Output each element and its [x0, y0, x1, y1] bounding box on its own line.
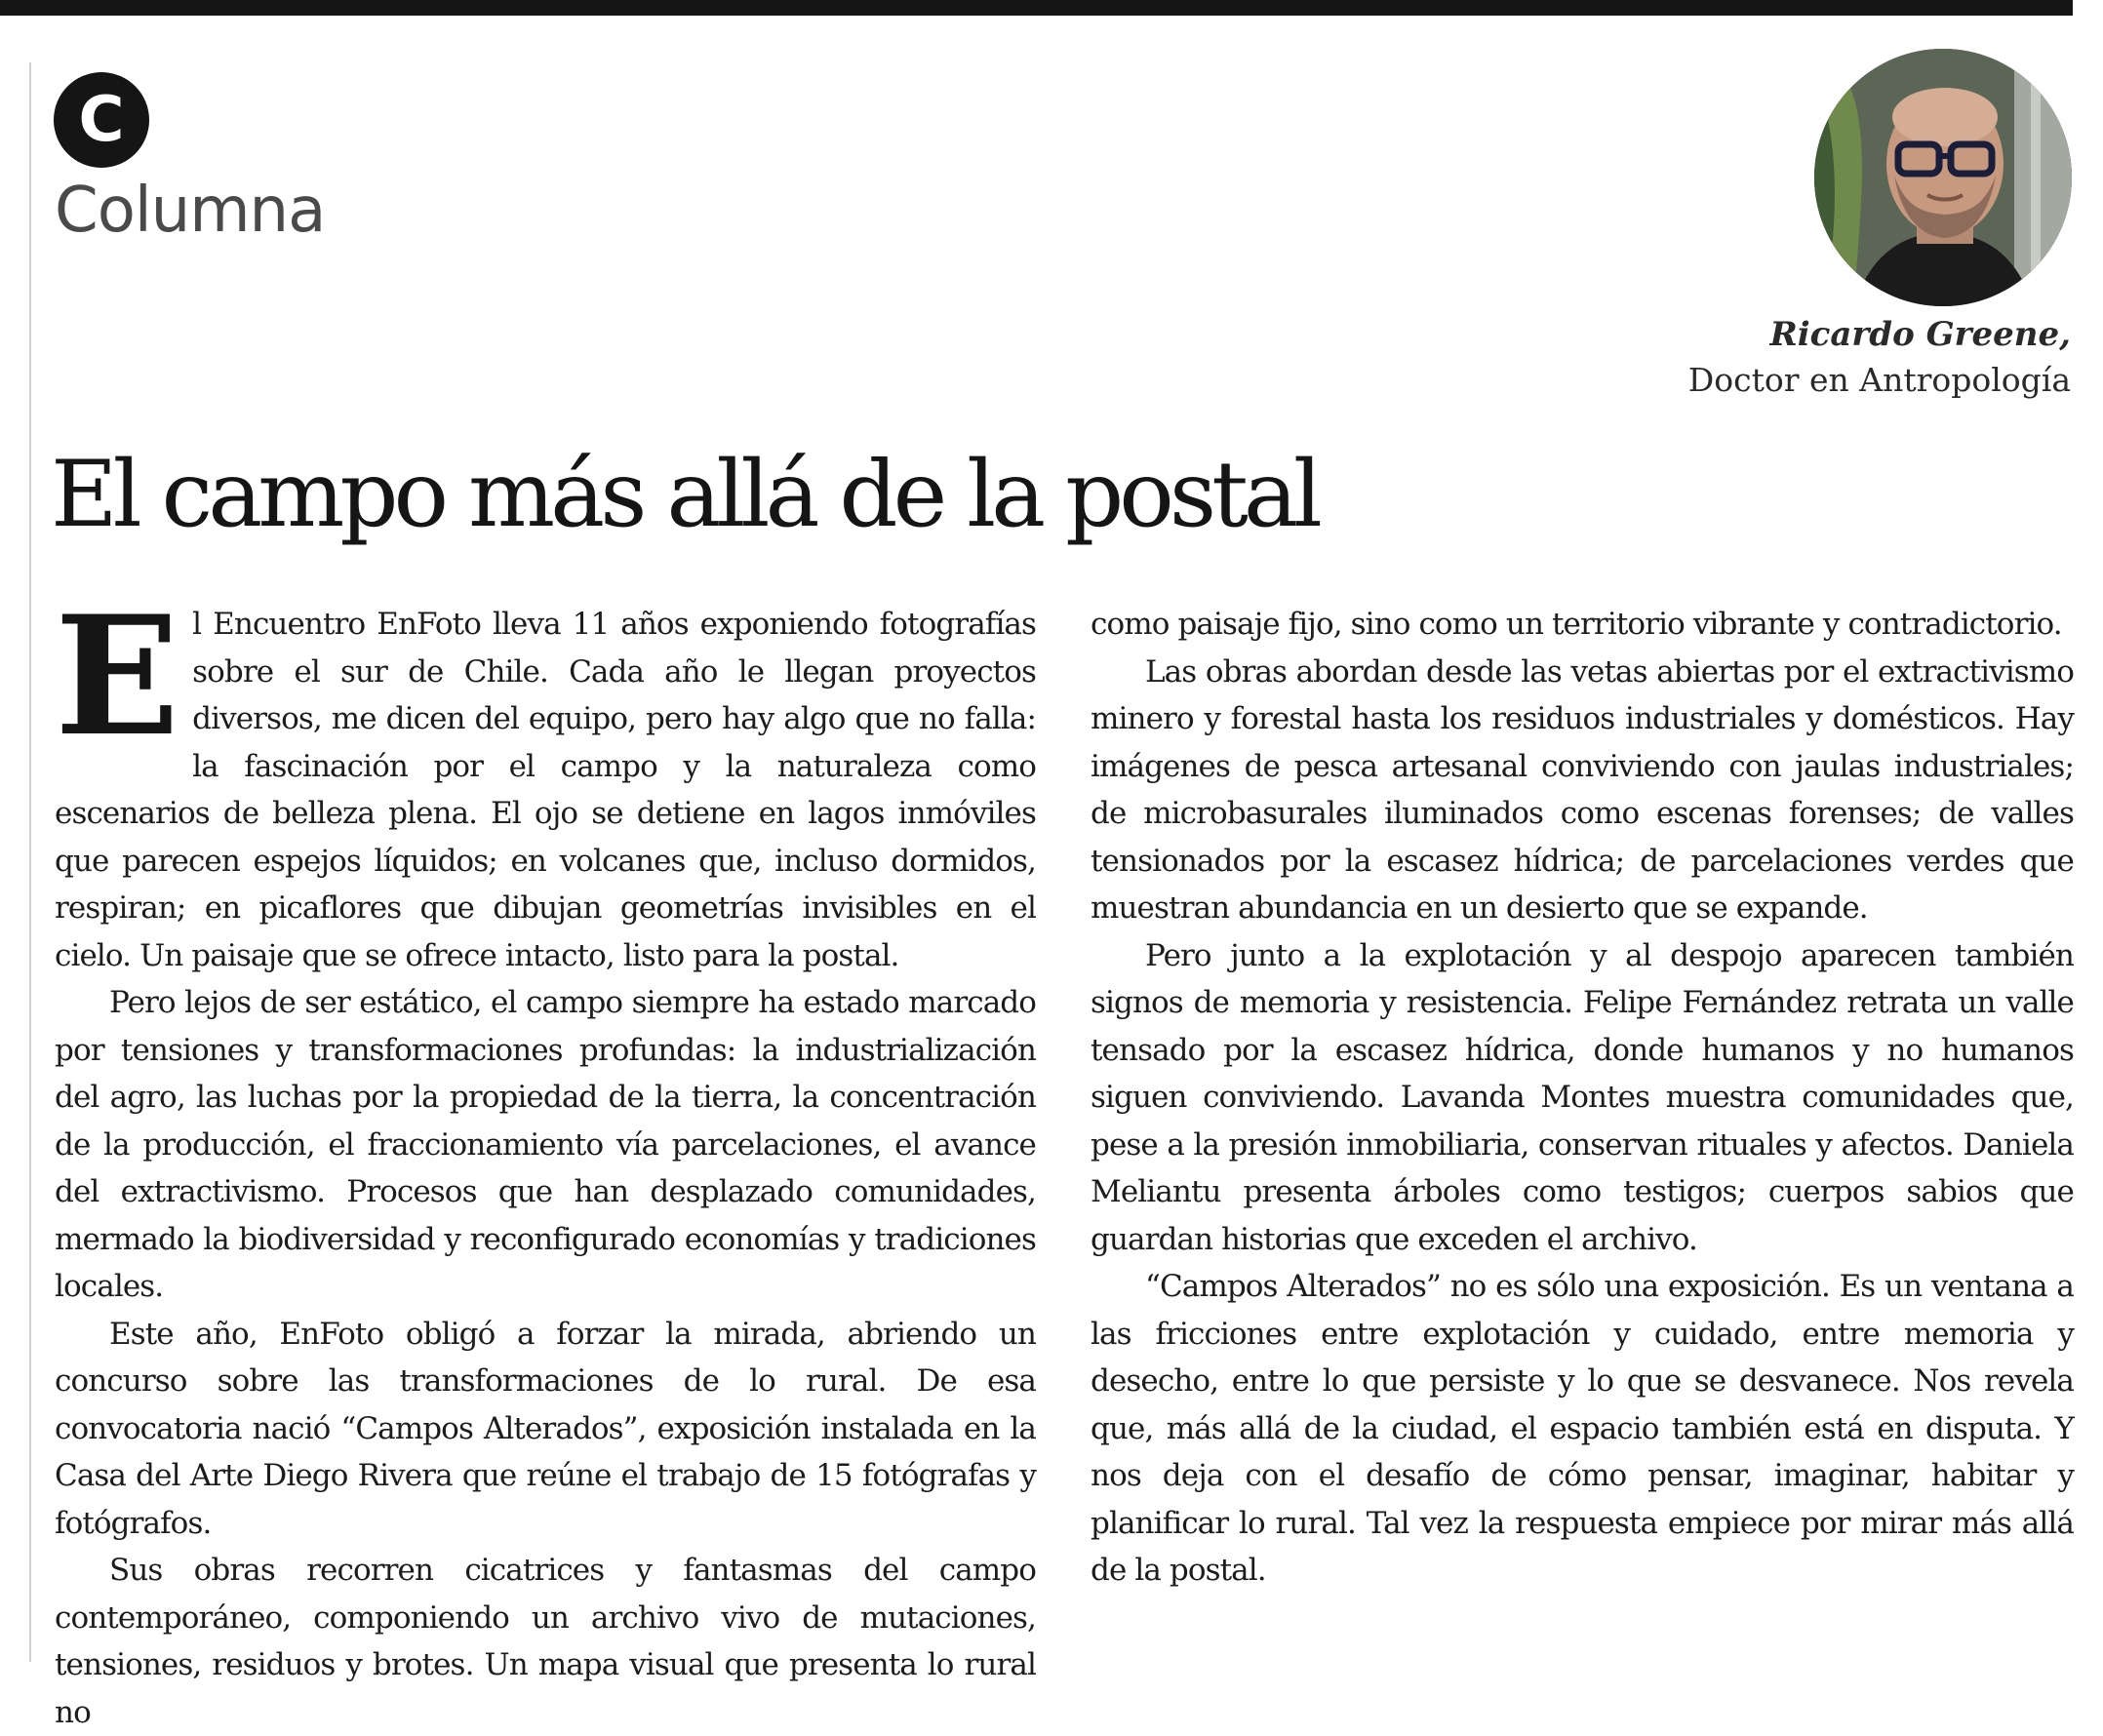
section-label: Columna — [55, 175, 326, 247]
article-paragraph — [55, 579, 1036, 979]
author-avatar — [1814, 49, 2072, 306]
author-name: Ricardo Greene, — [1769, 315, 2071, 354]
top-rule — [0, 0, 2073, 16]
article-paragraph: Pero lejos de ser estático, el campo siempre ha estado marcado por tensiones y transformaciones profundas: la industrialización del agro, las luchas por la propiedad de la tierra, la concentración de la producción, el fraccionamiento vía parcelaciones, el avance del extractivismo. Procesos que han desplazado comunidades, mermado la biodiversidad y reconfigurado economías y tradiciones locales. — [55, 985, 1036, 1304]
article-paragraph: como paisaje fijo, sino como un territorio vibrante y contradictorio. — [1091, 607, 2062, 642]
badge-letter: C — [78, 84, 125, 156]
drop-cap: E — [55, 579, 179, 772]
article-paragraph: Sus obras recorren cicatrices y fantasmas del campo contemporáneo, componiendo un archivo vivo de mutaciones, tensiones, residuos y brotes. Un mapa visual que presenta lo rural no — [55, 1553, 1036, 1730]
article-column-right — [1091, 601, 2074, 1595]
column-badge-icon — [54, 72, 149, 168]
article-paragraph: Las obras abordan desde las vetas abiertas por el extractivismo minero y forestal hasta los residuos industriales y domésticos. Hay imágenes de pesca artesanal conviviendo con jaulas industriales; de microbasurales iluminados como escenas forenses; de valles tensionados por la escasez hídrica; de parcelaciones verdes que muestran abundancia en un desierto que se expande. — [1091, 653, 2074, 926]
article-title: El campo más allá de la postal — [51, 442, 1318, 548]
article-paragraph: Este año, EnFoto obligó a forzar la mirada, abriendo un concurso sobre las transformaciones de lo rural. De esa convocatoria nació “Campos Alterados”, exposición instalada en la Casa del Arte Diego Rivera que reúne el trabajo de 15 fotógrafas y fotógrafos. — [55, 1316, 1036, 1541]
paragraph-text: l Encuentro EnFoto lleva 11 años exponiendo fotografías sobre el sur de Chile. Cada año le llegan proyectos diversos, me dicen del equipo, pero hay algo que no falla: la fascinación por el campo y la naturaleza como escenarios de belleza plena. El ojo se detiene en lagos inmóviles que parecen espejos líquidos; en volcanes que, incluso dormidos, respiran; en picaflores que dibujan geometrías invisibles en el cielo. Un paisaje que se ofrece intacto, listo para la postal. — [55, 607, 1036, 973]
article-column-left — [55, 579, 1036, 1736]
article-paragraph: “Campos Alterados” no es sólo una exposición. Es un ventana a las fricciones entre explotación y cuidado, entre memoria y desecho, entre lo que persiste y lo que se desvanece. Nos revela que, más allá de la ciudad, el espacio también está en disputa. Y nos deja con el desafío de cómo pensar, imaginar, habitar y planificar lo rural. Tal vez la respuesta empiece por mirar más allá de la postal. — [1091, 1269, 2074, 1588]
author-portrait-icon — [1814, 49, 2072, 306]
column-rule — [29, 62, 31, 1662]
article-paragraph: Pero junto a la explotación y al despojo aparecen también signos de memoria y resistencia. Felipe Fernández retrata un valle tensado por la escasez hídrica, donde humanos y no humanos siguen conviviendo. Lavanda Montes muestra comunidades que, pese a la presión inmobiliaria, conservan rituales y afectos. Daniela Meliantu presenta árboles como testigos; cuerpos sabios que guardan historias que exceden el archivo. — [1091, 937, 2074, 1257]
author-role: Doctor en Antropología — [1687, 361, 2071, 399]
